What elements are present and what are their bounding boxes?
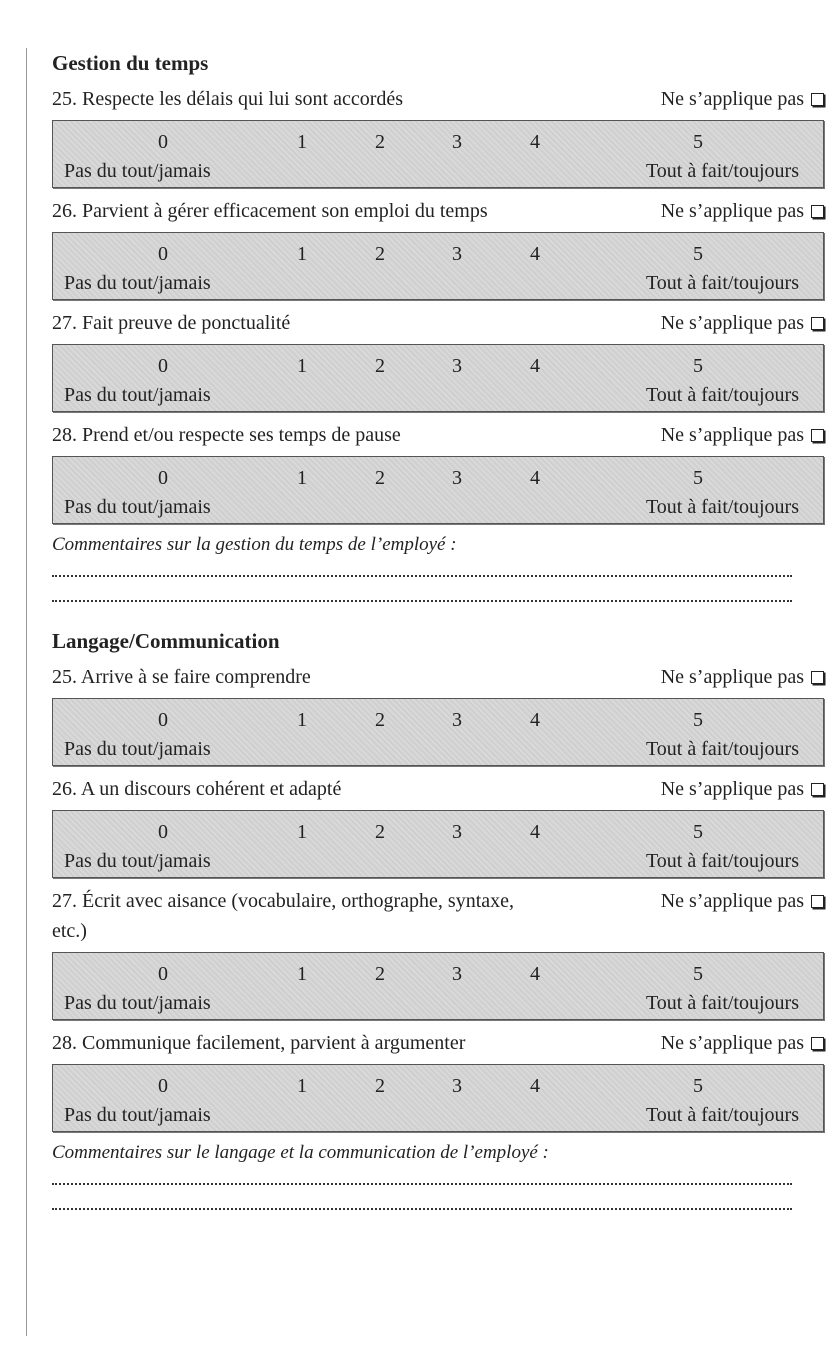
scale-option-4[interactable]: 4 <box>530 963 540 985</box>
scale-option-3[interactable]: 3 <box>452 467 462 489</box>
checkbox-icon[interactable] <box>811 317 824 330</box>
scale-label-max: Tout à fait/toujours <box>645 272 799 294</box>
scale-label-min: Pas du tout/jamais <box>64 496 211 518</box>
not-applicable-option[interactable]: Ne s’applique pas <box>661 308 824 338</box>
scale-option-4[interactable]: 4 <box>530 467 540 489</box>
scale-option-0[interactable]: 0 <box>158 355 168 377</box>
comment-line[interactable] <box>52 1207 792 1210</box>
scale-option-1[interactable]: 1 <box>297 467 307 489</box>
scale-label-max: Tout à fait/toujours <box>645 850 799 872</box>
not-applicable-option[interactable]: Ne s’applique pas <box>661 84 824 114</box>
checkbox-icon[interactable] <box>811 429 824 442</box>
comment-prompt: Commentaires sur la gestion du temps de l’employé : <box>52 534 457 555</box>
comment-line[interactable] <box>52 574 792 577</box>
question-text: 25. Respecte les délais qui lui sont accordés <box>52 88 404 110</box>
scale-option-1[interactable]: 1 <box>297 355 307 377</box>
question-item <box>52 1028 824 1132</box>
scale-label-max: Tout à fait/toujours <box>645 384 799 406</box>
scale-label-max: Tout à fait/toujours <box>645 160 799 182</box>
scale-option-0[interactable]: 0 <box>158 467 168 489</box>
scale-label-min: Pas du tout/jamais <box>64 992 211 1014</box>
scale-option-2[interactable]: 2 <box>375 467 385 489</box>
scale-option-1[interactable]: 1 <box>297 131 307 153</box>
scale-option-5[interactable]: 5 <box>693 355 703 377</box>
scale-label-min: Pas du tout/jamais <box>64 160 211 182</box>
rating-scale <box>52 232 824 300</box>
scale-option-3[interactable]: 3 <box>452 821 462 843</box>
checkbox-icon[interactable] <box>811 895 824 908</box>
not-applicable-option[interactable]: Ne s’applique pas <box>661 1028 824 1058</box>
not-applicable-option[interactable]: Ne s’applique pas <box>661 420 824 450</box>
scale-option-2[interactable]: 2 <box>375 1075 385 1097</box>
question-item <box>52 308 824 412</box>
scale-option-1[interactable]: 1 <box>297 821 307 843</box>
scale-option-0[interactable]: 0 <box>158 131 168 153</box>
scale-label-min: Pas du tout/jamais <box>64 384 211 406</box>
not-applicable-option[interactable]: Ne s’applique pas <box>661 886 824 916</box>
question-item <box>52 196 824 300</box>
scale-option-2[interactable]: 2 <box>375 243 385 265</box>
scale-label-max: Tout à fait/toujours <box>645 738 799 760</box>
comment-line[interactable] <box>52 1182 792 1185</box>
scale-option-4[interactable]: 4 <box>530 709 540 731</box>
rating-scale <box>52 698 824 766</box>
scale-label-min: Pas du tout/jamais <box>64 1104 211 1126</box>
scale-label-min: Pas du tout/jamais <box>64 738 211 760</box>
scale-option-1[interactable]: 1 <box>297 709 307 731</box>
rating-scale <box>52 1064 824 1132</box>
scale-label-max: Tout à fait/toujours <box>645 496 799 518</box>
scale-option-2[interactable]: 2 <box>375 709 385 731</box>
not-applicable-option[interactable]: Ne s’applique pas <box>661 196 824 226</box>
section-time-management <box>52 50 824 602</box>
checkbox-icon[interactable] <box>811 1037 824 1050</box>
checkbox-icon[interactable] <box>811 671 824 684</box>
question-text: 28. Prend et/ou respecte ses temps de pause <box>52 424 401 446</box>
scale-option-2[interactable]: 2 <box>375 131 385 153</box>
rating-scale <box>52 952 824 1020</box>
checkbox-icon[interactable] <box>811 783 824 796</box>
scale-option-5[interactable]: 5 <box>693 131 703 153</box>
question-item <box>52 84 824 188</box>
scale-option-0[interactable]: 0 <box>158 243 168 265</box>
scale-option-5[interactable]: 5 <box>693 963 703 985</box>
scale-option-2[interactable]: 2 <box>375 821 385 843</box>
checkbox-icon[interactable] <box>811 205 824 218</box>
rating-scale <box>52 456 824 524</box>
scale-option-1[interactable]: 1 <box>297 243 307 265</box>
question-text: 26. Parvient à gérer efficacement son emploi du temps <box>52 200 488 222</box>
scale-option-3[interactable]: 3 <box>452 131 462 153</box>
scale-option-2[interactable]: 2 <box>375 355 385 377</box>
scale-option-1[interactable]: 1 <box>297 963 307 985</box>
scale-label-min: Pas du tout/jamais <box>64 272 211 294</box>
scale-option-5[interactable]: 5 <box>693 821 703 843</box>
scale-option-2[interactable]: 2 <box>375 963 385 985</box>
scale-option-4[interactable]: 4 <box>530 243 540 265</box>
evaluation-form <box>52 46 824 1210</box>
scale-option-3[interactable]: 3 <box>452 355 462 377</box>
question-text: 27. Écrit avec aisance (vocabulaire, orthographe, syntaxe, etc.) <box>52 890 515 942</box>
question-text: 26. A un discours cohérent et adapté <box>52 778 342 800</box>
comment-prompt: Commentaires sur le langage et la communication de l’employé : <box>52 1142 549 1163</box>
scale-option-3[interactable]: 3 <box>452 243 462 265</box>
scale-label-max: Tout à fait/toujours <box>645 1104 799 1126</box>
rating-scale <box>52 344 824 412</box>
rating-scale <box>52 810 824 878</box>
question-item <box>52 662 824 766</box>
checkbox-icon[interactable] <box>811 93 824 106</box>
scale-option-3[interactable]: 3 <box>452 709 462 731</box>
question-text: 27. Fait preuve de ponctualité <box>52 312 291 334</box>
section-title: Langage/Communication <box>52 629 280 653</box>
scale-option-0[interactable]: 0 <box>158 963 168 985</box>
scale-label-min: Pas du tout/jamais <box>64 850 211 872</box>
scale-option-5[interactable]: 5 <box>693 243 703 265</box>
scale-label-max: Tout à fait/toujours <box>645 992 799 1014</box>
question-item <box>52 886 824 1020</box>
scale-option-3[interactable]: 3 <box>452 1075 462 1097</box>
scale-option-4[interactable]: 4 <box>530 1075 540 1097</box>
scale-option-5[interactable]: 5 <box>693 1075 703 1097</box>
scale-option-4[interactable]: 4 <box>530 131 540 153</box>
not-applicable-option[interactable]: Ne s’applique pas <box>661 662 824 692</box>
scale-option-0[interactable]: 0 <box>158 1075 168 1097</box>
section-title: Gestion du temps <box>52 51 209 75</box>
rating-scale <box>52 120 824 188</box>
question-text: 28. Communique facilement, parvient à argumenter <box>52 1032 466 1054</box>
scale-option-5[interactable]: 5 <box>693 709 703 731</box>
scale-option-1[interactable]: 1 <box>297 1075 307 1097</box>
scale-option-3[interactable]: 3 <box>452 963 462 985</box>
scale-option-4[interactable]: 4 <box>530 355 540 377</box>
margin-rule <box>26 48 27 1336</box>
scale-option-0[interactable]: 0 <box>158 709 168 731</box>
section-language-communication <box>52 628 824 1210</box>
scale-option-0[interactable]: 0 <box>158 821 168 843</box>
scale-option-5[interactable]: 5 <box>693 467 703 489</box>
question-item <box>52 420 824 524</box>
question-item <box>52 774 824 878</box>
scale-option-4[interactable]: 4 <box>530 821 540 843</box>
not-applicable-option[interactable]: Ne s’applique pas <box>661 774 824 804</box>
question-text: 25. Arrive à se faire comprendre <box>52 666 311 688</box>
